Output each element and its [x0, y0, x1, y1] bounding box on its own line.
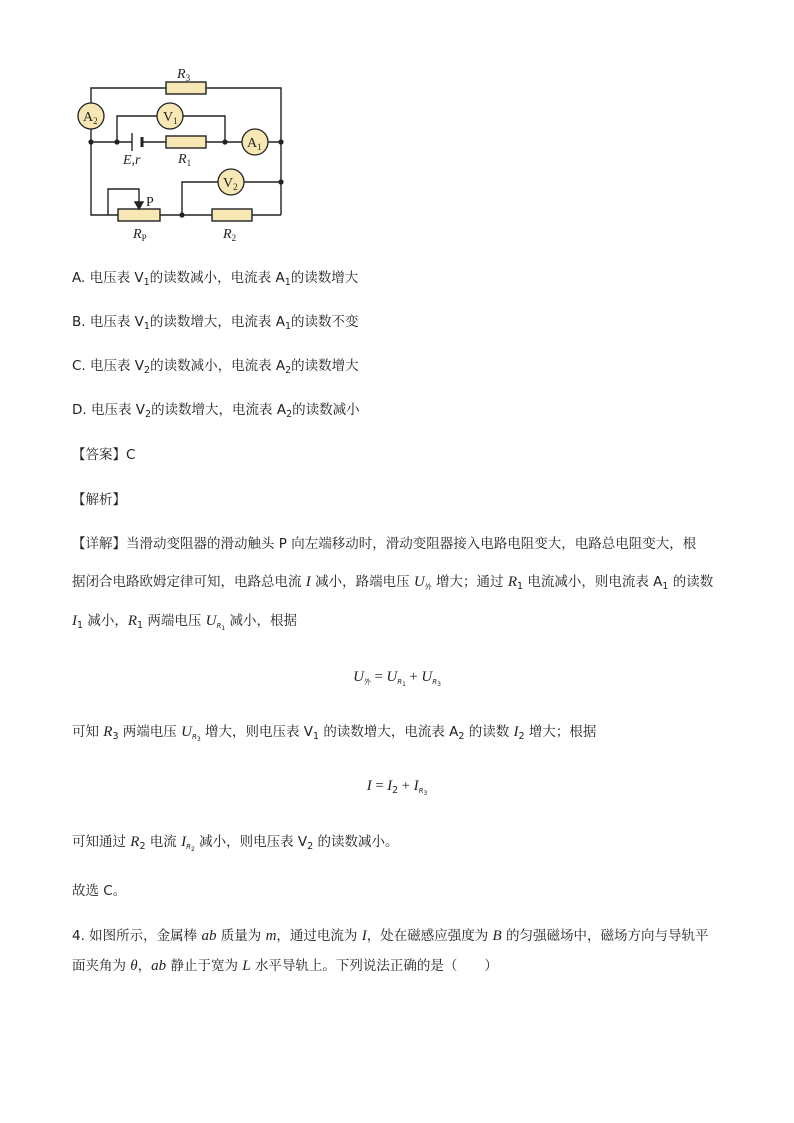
a2-label: $A_2$ [83, 110, 98, 126]
emf-label: E,r [123, 153, 141, 168]
answer-value: C [126, 447, 136, 463]
node [278, 179, 283, 184]
resistor-r1 [166, 136, 206, 148]
p-label: P [146, 195, 154, 210]
option-a: A. 电压表 $V_1$的读数减小，电流表 $A_1$的读数增大 [72, 270, 359, 288]
v2-label: $V_2$ [223, 176, 238, 192]
node [88, 139, 93, 144]
analysis-label: 【解析】 [72, 492, 126, 508]
equation-1: $U_外 = U_{R_1} + U_{R_3}$ [353, 669, 441, 688]
question-4-line-2: 面夹角为 θ，ab 静止于宽为 L 水平导轨上。下列说法正确的是（ ） [72, 958, 498, 974]
option-b: B. 电压表 $V_1$的读数增大，电流表 $A_1$的读数不变 [72, 314, 359, 332]
r3-label: $R_3$ [177, 67, 191, 83]
circuit-diagram [70, 58, 300, 248]
rheostat-rp [118, 209, 160, 221]
paragraph-2: 可知 $R_3$ 两端电压 $U_{R_3}$ 增大，则电压表 $V_1$ 的读数增大，电流表 $A_2$ 的读数 $I_2$ 增大；根据 [72, 724, 597, 743]
resistor-r2 [212, 209, 252, 221]
detail-line-3: $I_1$ 减小，$R_1$ 两端电压 $U_{R_1}$ 减小，根据 [72, 613, 297, 632]
paragraph-3: 可知通过 $R_2$ 电流 $I_{R_2}$ 减小，则电压表 $V_2$ 的读数减小。 [72, 834, 399, 853]
a1-label: $A_1$ [247, 136, 262, 152]
node [114, 139, 119, 144]
node [179, 212, 184, 217]
wire-left-down [91, 142, 118, 215]
answer-line [72, 445, 135, 465]
node [222, 139, 227, 144]
node [278, 139, 283, 144]
equation-2: $I = I_2 + I_{R_3}$ [366, 778, 428, 797]
v1-label: $V_1$ [163, 110, 178, 126]
answer-label: 【答案】 [72, 447, 126, 463]
resistor-r3 [166, 82, 206, 94]
detail-line-1: 【详解】当滑动变阻器的滑动触头 P 向左端移动时，滑动变阻器接入电路电阻变大，电路总电阻变大，根 [72, 536, 697, 552]
detail-line-2: 据闭合电路欧姆定律可知，电路总电流 I 减小，路端电压 $U_外$ 增大；通过 $R_1$ 电流减小，则电流表 $A_1$ 的读数 [72, 574, 714, 592]
r1-label: $R_1$ [178, 152, 192, 168]
r2-label: $R_2$ [223, 227, 237, 243]
option-d: D. 电压表 $V_2$的读数增大，电流表 $A_2$的读数减小 [72, 402, 360, 420]
option-c: C. 电压表 $V_2$的读数减小，电流表 $A_2$的读数增大 [72, 358, 359, 376]
slider-arrow [135, 202, 143, 209]
conclusion: 故选 C。 [72, 883, 127, 899]
question-4-line-1: 4. 如图所示，金属棒 ab 质量为 m，通过电流为 I，处在磁感应强度为 B 的匀强磁场中，磁场方向与导轨平 [72, 928, 709, 944]
rp-label: $R_P$ [133, 227, 147, 243]
